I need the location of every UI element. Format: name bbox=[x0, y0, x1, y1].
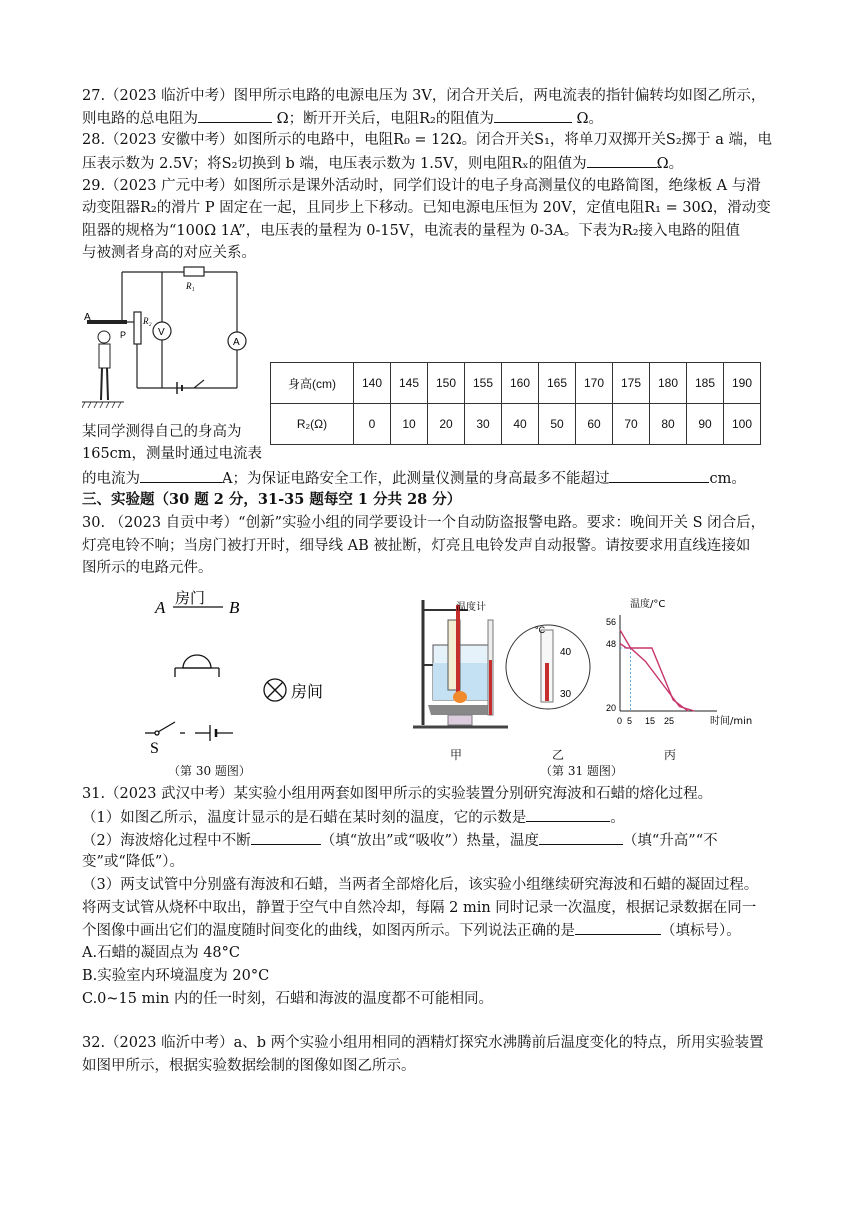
table-cell: 100 bbox=[724, 404, 761, 445]
subfig-yi: 乙 bbox=[552, 748, 565, 762]
table-cell: 170 bbox=[576, 363, 613, 404]
lamp-icon bbox=[264, 679, 286, 701]
height-meter-circuit-diagram bbox=[82, 262, 252, 412]
table-cell: 185 bbox=[687, 363, 724, 404]
label-R2: R₂ bbox=[143, 316, 152, 326]
q31-text-b: 。 bbox=[610, 810, 625, 826]
q30-line3: 图所示的电路元件。 bbox=[82, 560, 213, 576]
answer-blank[interactable] bbox=[609, 468, 709, 483]
q29-text-c: cm。 bbox=[709, 471, 746, 487]
q31-text-a: （2）海波熔化过程中不断 bbox=[82, 833, 251, 849]
y-tick-56: 56 bbox=[606, 617, 617, 627]
table-cell: 90 bbox=[687, 404, 724, 445]
q29-line3: 阻器的规格为“100Ω 1A”，电压表的量程为 0-15V，电流表的量程为 0-3A。下表为R₂接入电路的阻值 bbox=[82, 223, 741, 239]
q31-text-a: 个图像中画出它们的温度随时间变化的曲线，如图丙所示。下列说法正确的是 bbox=[82, 923, 575, 939]
q31-line5: （3）两支试管中分别盛有海波和石蜡，当两者全部熔化后，该实验小组继续研究海波和石蜡的凝固过程。 bbox=[82, 877, 759, 893]
q31-text-c: （填“升高”“不 bbox=[622, 833, 718, 849]
q31-line4: 变”或“降低”）。 bbox=[82, 854, 184, 870]
table-cell: 145 bbox=[391, 363, 428, 404]
option-C: C.0~15 min 内的任一时刻，石蜡和海波的温度都不可能相同。 bbox=[82, 991, 493, 1007]
door-label: 房门 bbox=[175, 589, 206, 607]
x-tick-0: 0 bbox=[617, 716, 623, 726]
fig30-caption: （第 30 题图） bbox=[168, 764, 251, 778]
table-cell: 140 bbox=[354, 363, 391, 404]
q29-line2: 动变阻器R₂的滑片 P 固定在一起，且同步上下移动。已知电源电压恒为 20V，定值电阻R₁ = 30Ω，滑动变 bbox=[82, 200, 771, 216]
melting-experiment-figure bbox=[408, 585, 773, 760]
q31-line3 bbox=[82, 830, 718, 851]
table-cell: 165 bbox=[539, 363, 576, 404]
bell-icon bbox=[175, 655, 219, 677]
table-cell: 40 bbox=[502, 404, 539, 445]
label-P: P bbox=[120, 330, 127, 340]
point-A: A bbox=[155, 598, 166, 617]
x-axis-label: 时间/min bbox=[710, 716, 753, 727]
q31-line1: 31.（2023 武汉中考）某实验小组用两套如图甲所示的实验装置分别研究海波和石蜡的熔化过程。 bbox=[82, 786, 713, 802]
series-line-1 bbox=[620, 630, 694, 711]
q31-text-b: （填“放出”或“吸收”）热量，温度 bbox=[320, 833, 539, 849]
y-tick-20: 20 bbox=[606, 703, 617, 713]
table-cell: 155 bbox=[465, 363, 502, 404]
x-tick-5: 5 bbox=[627, 716, 633, 726]
answer-blank[interactable] bbox=[140, 468, 222, 483]
scale-30: 30 bbox=[560, 689, 572, 700]
table-row bbox=[271, 363, 761, 404]
label-A: A bbox=[84, 312, 91, 323]
q29-text-a: 的电流为 bbox=[82, 471, 140, 487]
q27-line1: 27.（2023 临沂中考）图甲所示电路的电源电压为 3V，闭合开关后，两电流表的指针偏转均如图乙所示， bbox=[82, 88, 766, 104]
table-cell: 175 bbox=[613, 363, 650, 404]
answer-blank[interactable] bbox=[198, 108, 272, 123]
subfig-jia: 甲 bbox=[450, 748, 463, 762]
thermometer-label: 温度计 bbox=[456, 602, 486, 613]
table-cell: 10 bbox=[391, 404, 428, 445]
table-cell: 30 bbox=[465, 404, 502, 445]
point-B: B bbox=[229, 598, 240, 617]
section-title: 三、实验题（30 题 2 分，31-35 题每空 1 分共 28 分） bbox=[82, 491, 462, 508]
switch-label-S: S bbox=[150, 740, 159, 757]
x-tick-15: 15 bbox=[645, 716, 656, 726]
room-label: 房间 bbox=[291, 682, 324, 701]
table-header-resistance: R₂(Ω) bbox=[271, 404, 354, 445]
switch-icon bbox=[145, 722, 185, 735]
answer-blank[interactable] bbox=[494, 108, 572, 123]
q27-text-b: Ω；断开开关后，电阻R₂的阻值为 bbox=[276, 111, 494, 127]
q28-text-a: 压表示数为 2.5V；将S₂切换到 b 端，电压表示数为 1.5V，则电阻Rₓ的阻值为 bbox=[82, 156, 587, 172]
table-cell: 0 bbox=[354, 404, 391, 445]
table-cell: 150 bbox=[428, 363, 465, 404]
q29-line1: 29.（2023 广元中考）如图所示是课外活动时，同学们设计的电子身高测量仪的电路简图，绝缘板 A 与滑 bbox=[82, 178, 761, 194]
y-axis-label: 温度/°C bbox=[630, 599, 666, 610]
option-A: A.石蜡的凝固点为 48°C bbox=[82, 945, 240, 961]
table-cell: 70 bbox=[613, 404, 650, 445]
q28-line2 bbox=[82, 153, 683, 174]
series-line-2 bbox=[620, 644, 688, 712]
table-cell: 50 bbox=[539, 404, 576, 445]
answer-blank[interactable] bbox=[251, 830, 321, 845]
unit-label: °C bbox=[535, 625, 546, 635]
q31-text-a: （1）如图乙所示，温度计显示的是石蜡在某时刻的温度，它的示数是 bbox=[82, 810, 527, 826]
fig31-caption: （第 31 题图） bbox=[540, 764, 623, 778]
q29-line7 bbox=[82, 468, 746, 489]
table-cell: 20 bbox=[428, 404, 465, 445]
subfig-bing: 丙 bbox=[664, 748, 677, 762]
q29-text-b: A；为保证电路安全工作，此测量仪测量的身高最多不能超过 bbox=[222, 471, 610, 487]
thermometer-zoom-icon bbox=[506, 625, 590, 709]
alarm-circuit-components bbox=[145, 585, 385, 760]
cooling-curve-chart bbox=[606, 597, 752, 727]
table-cell: 160 bbox=[502, 363, 539, 404]
q29-line4: 与被测者身高的对应关系。 bbox=[82, 245, 256, 261]
table-row bbox=[271, 404, 761, 445]
q31-line7 bbox=[82, 920, 741, 941]
q27-text-c: Ω。 bbox=[576, 111, 604, 127]
table-cell: 190 bbox=[724, 363, 761, 404]
table-cell: 180 bbox=[650, 363, 687, 404]
answer-blank[interactable] bbox=[575, 920, 661, 935]
answer-blank[interactable] bbox=[526, 807, 610, 822]
q31-text-b: （填标号）。 bbox=[661, 923, 741, 939]
answer-blank[interactable] bbox=[587, 153, 657, 168]
option-B: B.实验室内环境温度为 20°C bbox=[82, 968, 270, 984]
y-tick-48: 48 bbox=[606, 639, 617, 649]
scale-40: 40 bbox=[560, 647, 572, 658]
battery-icon bbox=[195, 725, 233, 741]
q32-line2: 如图甲所示，根据实验数据绘制的图像如图乙所示。 bbox=[82, 1058, 416, 1074]
apparatus-icon bbox=[413, 600, 508, 727]
q27-text-a: 则电路的总电阻为 bbox=[82, 111, 198, 127]
label-R1: R₁ bbox=[186, 281, 195, 291]
q32-line1: 32.（2023 临沂中考）a、b 两个实验小组用相同的酒精灯探究水沸腾前后温度变化的特点，所用实验装置 bbox=[82, 1035, 764, 1051]
q31-line2 bbox=[82, 807, 625, 828]
table-header-height: 身高(cm) bbox=[271, 363, 354, 404]
q29-line5: 某同学测得自己的身高为 bbox=[82, 424, 242, 440]
q28-line1: 28.（2023 安徽中考）如图所示的电路中，电阻R₀ = 12Ω。闭合开关S₁，将单刀双掷开关S₂掷于 a 端，电 bbox=[82, 132, 772, 148]
ammeter-A: A bbox=[233, 337, 240, 348]
x-tick-25: 25 bbox=[664, 716, 675, 726]
q30-line1: 30. （2023 自贡中考）“创新”实验小组的同学要设计一个自动防盗报警电路。要求：晚间开关 S 闭合后， bbox=[82, 515, 766, 531]
table-cell: 60 bbox=[576, 404, 613, 445]
height-resistance-table bbox=[270, 362, 761, 445]
voltmeter-V: V bbox=[158, 327, 165, 338]
table-cell: 80 bbox=[650, 404, 687, 445]
q30-line2: 灯亮电铃不响；当房门被打开时，细导线 AB 被扯断，灯亮且电铃发声自动报警。请按要求用直线连接如 bbox=[82, 538, 751, 554]
q27-line2 bbox=[82, 108, 603, 129]
answer-blank[interactable] bbox=[539, 830, 623, 845]
q29-line6: 165cm，测量时通过电流表 bbox=[82, 446, 263, 462]
q28-text-b: Ω。 bbox=[656, 156, 684, 172]
q31-line6: 将两支试管从烧杯中取出，静置于空气中自然冷却，每隔 2 min 同时记录一次温度，根据记录数据在同一 bbox=[82, 900, 757, 916]
